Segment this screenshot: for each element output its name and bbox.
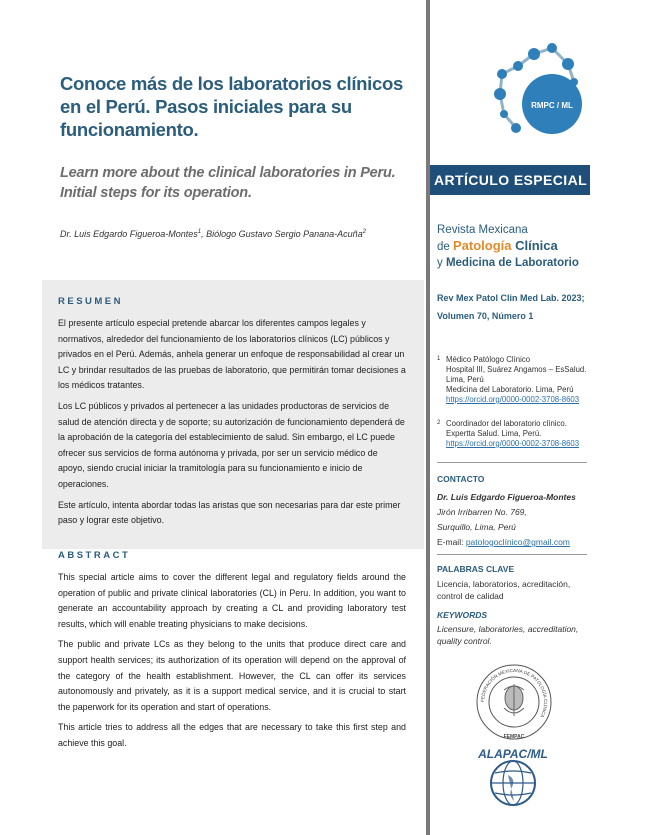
alapac-globe-logo: [468, 745, 558, 809]
contact-heading: CONTACTO: [437, 474, 485, 484]
sidebar-rule: [437, 554, 587, 555]
journal-patologia: Patología: [453, 238, 512, 253]
contact-block: [437, 490, 576, 550]
email-label: E-mail:: [437, 537, 466, 547]
resumen-paragraph: El presente artículo especial pretende abarcar los diferentes campos legales y normativos, alrededor del funcionamiento de los laboratorios clínicos (LC) públicos y privados en el Perú. Además, anhela generar un enfoque de responsabilidad al crear un LC y brindar resultados de las pruebas de laboratorio, que permitirán tomar decisiones a los médicos tratantes.: [58, 318, 406, 391]
affiliation-line: Lima, Perú: [446, 375, 484, 384]
abstract-paragraph: This article tries to address all the edges that are necessary to take this first step and achieve this goal.: [58, 722, 406, 748]
author-2-sup: 2: [362, 229, 367, 235]
contact-address-1: Jirón Irribarren No. 769,: [437, 507, 527, 517]
author-2: Biólogo Gustavo Sergio Panana-Acuña: [206, 229, 363, 239]
abstract-paragraph: This special article aims to cover the different legal and regulatory fields around the operation of public and private clinical laboratories (CL) in Peru. In addition, you want to generate an accountability approach by creating a CL and providing laboratory test results, which will enable treating physicians to make decisions.: [58, 572, 406, 629]
resumen-heading: RESUMEN: [58, 296, 124, 307]
fempac-seal-logo: [474, 662, 554, 742]
affiliation-line: Expertta Salud. Lima, Perú.: [446, 429, 542, 438]
journal-name: [437, 222, 579, 271]
affiliation-line: Medicina del Laboratorio. Lima, Perú: [446, 385, 574, 394]
author-separator: ,: [201, 229, 207, 239]
journal-line-3: [437, 255, 579, 271]
affiliation-2: [437, 419, 637, 449]
journal-line-2: [437, 238, 579, 255]
resumen-body: [58, 316, 406, 534]
keywords-heading: KEYWORDS: [437, 610, 488, 620]
author-1: Dr. Luis Edgardo Figueroa-Montes: [60, 229, 198, 239]
journal-y: y: [437, 257, 446, 269]
affiliation-1: [437, 355, 637, 405]
rmpc-logo-text: RMPC / ML: [531, 101, 573, 110]
keywords-text: Licensure, laboratories, accreditation, quality control.: [437, 624, 579, 646]
author-line: [60, 229, 422, 239]
sidebar-rule: [437, 462, 587, 463]
contact-address-2: Surquillo, Lima, Perú: [437, 522, 516, 532]
journal-line-1: Revista Mexicana: [437, 224, 528, 236]
fempac-bottom-text: FEMPAC: [503, 734, 525, 740]
palabras-clave-heading: PALABRAS CLAVE: [437, 564, 515, 574]
journal-de: de: [437, 241, 453, 253]
abstract-paragraph: The public and private LCs as they belong to the units that produce direct care and support health services; its authorization of its operation will depend on the approval of the category of the health establishment. However, the CL can offer its services autonomously and privately, as it is a support medical service, and it is crucial to start the paperwork for its operation and start of operations.: [58, 639, 406, 712]
orcid-link-2[interactable]: https://orcid.org/0000-0002-3708-8603: [446, 439, 580, 448]
affiliation-line: Médico Patólogo Clínico: [446, 355, 531, 364]
contact-name: Dr. Luis Edgardo Figueroa-Montes: [437, 492, 576, 502]
palabras-clave-text: Licencia, laboratorios, acreditación, control de calidad: [437, 579, 571, 601]
journal-medicina: Medicina de Laboratorio: [445, 257, 579, 269]
alapac-logo-text: ALAPAC/ML: [478, 747, 548, 761]
affiliation-2-number: 2: [437, 420, 441, 426]
article-subtitle: Learn more about the clinical laboratories in Peru. Initial steps for its operation.: [60, 165, 396, 201]
contact-email-line: [437, 535, 576, 550]
orcid-link-1[interactable]: https://orcid.org/0000-0002-3708-8603: [446, 395, 580, 404]
fempac-ring-text: FEDERACIÓN MEXICANA DE PATOLOGÍA CLÍNICA: [479, 667, 549, 719]
section-banner: ARTÍCULO ESPECIAL: [430, 165, 590, 195]
citation: [437, 289, 585, 325]
journal-clinica: Clínica: [511, 238, 558, 253]
resumen-paragraph: Los LC públicos y privados al pertenecer a las unidades productoras de servicios de salud de atención directa y de soporte; su autorización de funcionamiento dependerá de la aprobación de la categoría del establecimiento de salud. Sin embargo, el LC puede ofrecer sus servicios de forma autónoma y privada, por ser un servicio médico de apoyo, siendo crucial iniciar la tramitología para su funcionamiento e inicio de operaciones.: [58, 400, 405, 489]
citation-line-1: Rev Mex Patol Clin Med Lab. 2023;: [437, 293, 585, 303]
abstract-heading: ABSTRACT: [58, 550, 131, 561]
author-1-sup: 1: [197, 229, 202, 235]
article-title: Conoce más de los laboratorios clínicos en el Perú. Pasos iniciales para su funcionamiento.: [60, 73, 403, 140]
citation-line-2: Volumen 70, Número 1: [437, 311, 534, 321]
affiliation-1-number: 1: [437, 356, 441, 362]
email-link[interactable]: patologoclínico@gmail.com: [465, 537, 570, 547]
resumen-paragraph: Este artículo, intenta abordar todas las aristas que son necesarias para dar este primer paso y lograr este objetivo.: [58, 499, 401, 526]
affiliation-line: Hospital III, Suárez Angamos – EsSalud.: [446, 365, 587, 374]
rmpc-molecule-logo: [488, 42, 598, 142]
abstract-body: [58, 570, 406, 757]
vertical-divider: [426, 0, 430, 835]
affiliation-line: Coordinador del laboratorio clínico.: [446, 419, 567, 428]
